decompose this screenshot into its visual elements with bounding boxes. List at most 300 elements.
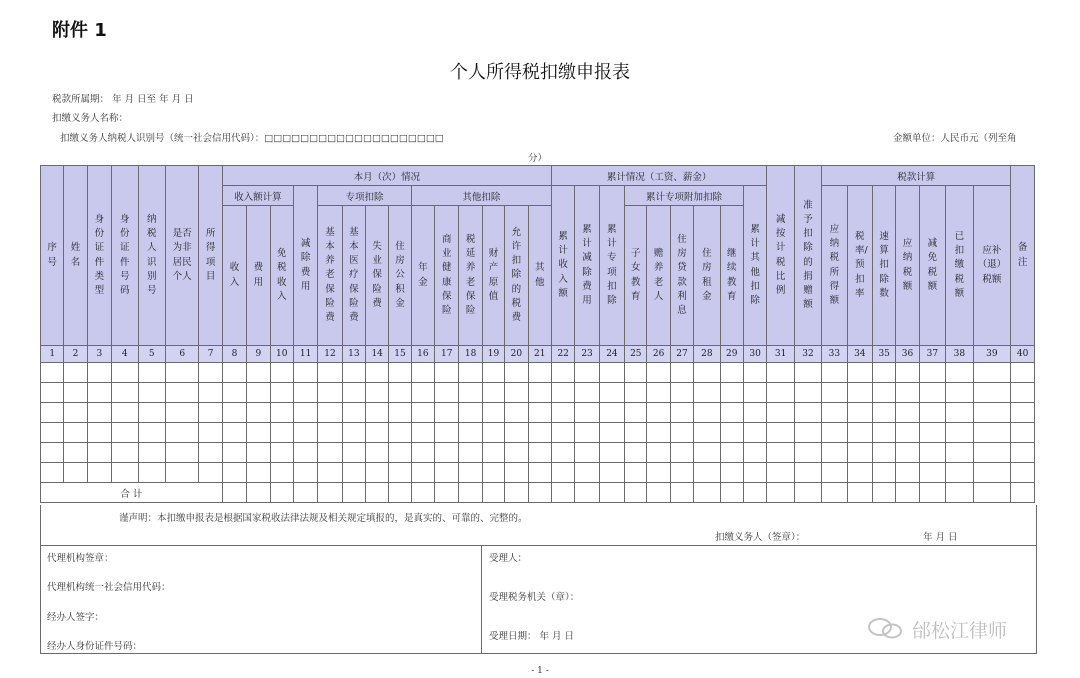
- table-cell[interactable]: [847, 363, 872, 383]
- table-cell[interactable]: [199, 443, 222, 463]
- table-cell[interactable]: [599, 363, 624, 383]
- table-cell[interactable]: [411, 363, 434, 383]
- total-cell[interactable]: [575, 483, 599, 503]
- table-cell[interactable]: [743, 403, 766, 423]
- table-cell[interactable]: [87, 403, 111, 423]
- table-cell[interactable]: [575, 443, 599, 463]
- table-cell[interactable]: [293, 423, 317, 443]
- table-cell[interactable]: [822, 463, 847, 483]
- table-cell[interactable]: [459, 423, 482, 443]
- table-cell[interactable]: [64, 363, 87, 383]
- total-cell[interactable]: [794, 483, 821, 503]
- table-cell[interactable]: [670, 423, 693, 443]
- table-cell[interactable]: [694, 423, 720, 443]
- table-cell[interactable]: [389, 463, 411, 483]
- table-cell[interactable]: [872, 463, 895, 483]
- total-cell[interactable]: [293, 483, 317, 503]
- column-number: 35: [872, 346, 895, 363]
- table-cell[interactable]: [112, 423, 138, 443]
- table-cell[interactable]: [366, 363, 389, 383]
- table-cell[interactable]: [625, 423, 647, 443]
- table-cell[interactable]: [946, 363, 973, 383]
- total-cell[interactable]: [822, 483, 847, 503]
- column-number: 28: [694, 346, 720, 363]
- table-cell[interactable]: [64, 443, 87, 463]
- table-cell[interactable]: [318, 363, 342, 383]
- table-cell[interactable]: [625, 363, 647, 383]
- table-cell[interactable]: [528, 383, 552, 403]
- table-cell[interactable]: [528, 363, 552, 383]
- table-cell[interactable]: [1011, 403, 1035, 423]
- header-cum-income: 累计收入额: [552, 186, 575, 346]
- table-cell[interactable]: [528, 443, 552, 463]
- table-cell[interactable]: [1011, 363, 1035, 383]
- table-cell[interactable]: [435, 363, 459, 383]
- table-cell[interactable]: [435, 423, 459, 443]
- table-cell[interactable]: [946, 423, 973, 443]
- total-cell[interactable]: [270, 483, 293, 503]
- table-cell[interactable]: [1011, 443, 1035, 463]
- table-cell[interactable]: [411, 443, 434, 463]
- table-cell[interactable]: [366, 423, 389, 443]
- table-cell[interactable]: [318, 443, 342, 463]
- header-pension: 基本养老保险费: [318, 206, 342, 346]
- total-cell[interactable]: [973, 483, 1011, 503]
- table-cell[interactable]: [138, 423, 165, 443]
- table-cell[interactable]: [647, 383, 670, 403]
- table-cell[interactable]: [138, 403, 165, 423]
- table-cell[interactable]: [138, 383, 165, 403]
- table-cell[interactable]: [342, 423, 365, 443]
- total-cell[interactable]: [625, 483, 647, 503]
- table-cell[interactable]: [694, 443, 720, 463]
- table-cell[interactable]: [575, 463, 599, 483]
- table-cell[interactable]: [919, 423, 945, 443]
- total-cell[interactable]: [919, 483, 945, 503]
- table-cell[interactable]: [112, 403, 138, 423]
- table-cell[interactable]: [919, 383, 945, 403]
- table-cell[interactable]: [1011, 383, 1035, 403]
- table-cell[interactable]: [505, 423, 528, 443]
- table-cell[interactable]: [767, 463, 794, 483]
- table-cell[interactable]: [919, 403, 945, 423]
- handler-id: 经办人身份证件号码：: [47, 641, 143, 652]
- table-cell[interactable]: [318, 423, 342, 443]
- table-cell[interactable]: [87, 363, 111, 383]
- table-cell[interactable]: [694, 363, 720, 383]
- table-cell[interactable]: [670, 383, 693, 403]
- table-cell[interactable]: [720, 403, 743, 423]
- table-cell[interactable]: [247, 403, 270, 423]
- table-cell[interactable]: [822, 383, 847, 403]
- attachment-label: 附件 1: [52, 20, 107, 41]
- table-cell[interactable]: [41, 403, 64, 423]
- table-cell[interactable]: [41, 463, 64, 483]
- table-cell[interactable]: [459, 383, 482, 403]
- total-cell[interactable]: [552, 483, 575, 503]
- header-tax-refund: 应补（退）税额: [973, 186, 1011, 346]
- table-cell[interactable]: [342, 363, 365, 383]
- table-cell[interactable]: [389, 423, 411, 443]
- total-cell[interactable]: [946, 483, 973, 503]
- column-number: 9: [247, 346, 270, 363]
- table-cell[interactable]: [138, 443, 165, 463]
- table-cell[interactable]: [973, 443, 1011, 463]
- table-cell[interactable]: [552, 363, 575, 383]
- table-cell[interactable]: [389, 383, 411, 403]
- table-cell[interactable]: [973, 403, 1011, 423]
- table-cell[interactable]: [87, 463, 111, 483]
- table-cell[interactable]: [946, 403, 973, 423]
- table-cell[interactable]: [575, 403, 599, 423]
- table-cell[interactable]: [919, 443, 945, 463]
- table-cell[interactable]: [505, 383, 528, 403]
- table-cell[interactable]: [647, 363, 670, 383]
- table-cell[interactable]: [199, 423, 222, 443]
- table-cell[interactable]: [647, 403, 670, 423]
- table-cell[interactable]: [270, 463, 293, 483]
- table-cell[interactable]: [973, 463, 1011, 483]
- table-cell[interactable]: [847, 423, 872, 443]
- table-cell[interactable]: [87, 383, 111, 403]
- table-cell[interactable]: [112, 363, 138, 383]
- table-cell[interactable]: [872, 383, 895, 403]
- table-cell[interactable]: [342, 383, 365, 403]
- table-cell[interactable]: [599, 443, 624, 463]
- table-cell[interactable]: [946, 463, 973, 483]
- table-cell[interactable]: [973, 423, 1011, 443]
- table-cell[interactable]: [946, 443, 973, 463]
- total-cell[interactable]: [366, 483, 389, 503]
- table-cell[interactable]: [270, 423, 293, 443]
- table-cell[interactable]: [482, 383, 504, 403]
- column-number: 8: [222, 346, 246, 363]
- table-cell[interactable]: [435, 383, 459, 403]
- table-cell[interactable]: [946, 383, 973, 403]
- table-cell[interactable]: [293, 383, 317, 403]
- withholder-name: 扣缴义务人名称：: [52, 113, 129, 124]
- table-cell[interactable]: [919, 463, 945, 483]
- table-cell[interactable]: [165, 423, 199, 443]
- table-row: [41, 463, 1035, 483]
- table-cell[interactable]: [694, 463, 720, 483]
- table-cell[interactable]: [822, 423, 847, 443]
- table-cell[interactable]: [505, 363, 528, 383]
- total-cell[interactable]: [435, 483, 459, 503]
- table-cell[interactable]: [552, 443, 575, 463]
- total-cell[interactable]: [767, 483, 794, 503]
- table-cell[interactable]: [720, 383, 743, 403]
- table-cell[interactable]: [293, 443, 317, 463]
- table-cell[interactable]: [896, 463, 919, 483]
- table-cell[interactable]: [247, 463, 270, 483]
- table-cell[interactable]: [599, 403, 624, 423]
- table-cell[interactable]: [528, 403, 552, 423]
- table-cell[interactable]: [87, 443, 111, 463]
- table-cell[interactable]: [318, 463, 342, 483]
- table-cell[interactable]: [575, 423, 599, 443]
- table-cell[interactable]: [720, 423, 743, 443]
- total-cell[interactable]: [505, 483, 528, 503]
- table-cell[interactable]: [459, 363, 482, 383]
- table-cell[interactable]: [318, 383, 342, 403]
- table-cell[interactable]: [896, 403, 919, 423]
- table-cell[interactable]: [575, 363, 599, 383]
- table-cell[interactable]: [743, 363, 766, 383]
- table-cell[interactable]: [767, 383, 794, 403]
- table-cell[interactable]: [505, 443, 528, 463]
- table-cell[interactable]: [599, 463, 624, 483]
- table-cell[interactable]: [767, 363, 794, 383]
- table-cell[interactable]: [743, 383, 766, 403]
- table-cell[interactable]: [794, 443, 821, 463]
- table-cell[interactable]: [389, 443, 411, 463]
- table-cell[interactable]: [552, 463, 575, 483]
- table-cell[interactable]: [896, 363, 919, 383]
- table-cell[interactable]: [222, 403, 246, 423]
- table-cell[interactable]: [222, 383, 246, 403]
- table-cell[interactable]: [670, 403, 693, 423]
- table-cell[interactable]: [847, 463, 872, 483]
- table-cell[interactable]: [528, 463, 552, 483]
- table-cell[interactable]: [293, 363, 317, 383]
- table-cell[interactable]: [482, 423, 504, 443]
- table-cell[interactable]: [720, 463, 743, 483]
- table-cell[interactable]: [822, 363, 847, 383]
- table-cell[interactable]: [822, 403, 847, 423]
- table-cell[interactable]: [872, 423, 895, 443]
- table-cell[interactable]: [794, 423, 821, 443]
- table-cell[interactable]: [670, 363, 693, 383]
- table-cell[interactable]: [552, 423, 575, 443]
- total-cell[interactable]: [743, 483, 766, 503]
- table-cell[interactable]: [647, 463, 670, 483]
- total-cell[interactable]: [318, 483, 342, 503]
- table-cell[interactable]: [767, 443, 794, 463]
- table-cell[interactable]: [599, 383, 624, 403]
- table-cell[interactable]: [872, 443, 895, 463]
- table-cell[interactable]: [625, 383, 647, 403]
- table-cell[interactable]: [743, 463, 766, 483]
- table-cell[interactable]: [1011, 463, 1035, 483]
- table-cell[interactable]: [435, 463, 459, 483]
- table-cell[interactable]: [41, 383, 64, 403]
- total-cell[interactable]: [720, 483, 743, 503]
- total-cell[interactable]: [342, 483, 365, 503]
- table-cell[interactable]: [87, 423, 111, 443]
- table-cell[interactable]: [973, 383, 1011, 403]
- table-cell[interactable]: [694, 383, 720, 403]
- total-cell[interactable]: [694, 483, 720, 503]
- table-cell[interactable]: [366, 463, 389, 483]
- table-cell[interactable]: [720, 363, 743, 383]
- table-cell[interactable]: [459, 443, 482, 463]
- table-cell[interactable]: [822, 443, 847, 463]
- total-cell[interactable]: [847, 483, 872, 503]
- total-cell[interactable]: [528, 483, 552, 503]
- table-row: [41, 423, 1035, 443]
- table-cell[interactable]: [552, 403, 575, 423]
- table-cell[interactable]: [389, 403, 411, 423]
- table-cell[interactable]: [270, 383, 293, 403]
- table-cell[interactable]: [270, 443, 293, 463]
- table-cell[interactable]: [505, 403, 528, 423]
- table-cell[interactable]: [973, 363, 1011, 383]
- table-cell[interactable]: [896, 443, 919, 463]
- total-cell[interactable]: [670, 483, 693, 503]
- column-number: 33: [822, 346, 847, 363]
- table-cell[interactable]: [552, 383, 575, 403]
- table-cell[interactable]: [165, 363, 199, 383]
- header-special-deduction: 专项扣除: [318, 186, 411, 206]
- table-cell[interactable]: [41, 443, 64, 463]
- table-cell[interactable]: [112, 443, 138, 463]
- table-cell[interactable]: [366, 403, 389, 423]
- table-cell[interactable]: [222, 443, 246, 463]
- column-number-row: [41, 346, 1035, 363]
- table-cell[interactable]: [670, 443, 693, 463]
- table-cell[interactable]: [64, 383, 87, 403]
- table-cell[interactable]: [411, 403, 434, 423]
- table-cell[interactable]: [293, 403, 317, 423]
- table-cell[interactable]: [247, 423, 270, 443]
- table-cell[interactable]: [794, 363, 821, 383]
- total-cell[interactable]: [389, 483, 411, 503]
- table-cell[interactable]: [64, 403, 87, 423]
- table-cell[interactable]: [366, 443, 389, 463]
- table-cell[interactable]: [411, 383, 434, 403]
- table-cell[interactable]: [896, 423, 919, 443]
- table-cell[interactable]: [647, 443, 670, 463]
- table-cell[interactable]: [919, 363, 945, 383]
- table-cell[interactable]: [435, 403, 459, 423]
- table-cell[interactable]: [794, 403, 821, 423]
- table-cell[interactable]: [528, 423, 552, 443]
- table-cell[interactable]: [482, 443, 504, 463]
- table-cell[interactable]: [342, 443, 365, 463]
- table-cell[interactable]: [625, 463, 647, 483]
- table-cell[interactable]: [270, 403, 293, 423]
- total-cell[interactable]: [247, 483, 270, 503]
- table-cell[interactable]: [138, 463, 165, 483]
- table-cell[interactable]: [222, 423, 246, 443]
- column-number: 4: [112, 346, 138, 363]
- table-cell[interactable]: [411, 423, 434, 443]
- header-name: 姓名: [64, 166, 87, 346]
- table-cell[interactable]: [794, 383, 821, 403]
- table-cell[interactable]: [411, 463, 434, 483]
- table-cell[interactable]: [647, 423, 670, 443]
- table-cell[interactable]: [459, 463, 482, 483]
- table-cell[interactable]: [342, 403, 365, 423]
- table-cell[interactable]: [199, 383, 222, 403]
- total-cell[interactable]: [647, 483, 670, 503]
- table-cell[interactable]: [625, 443, 647, 463]
- table-cell[interactable]: [896, 383, 919, 403]
- table-cell[interactable]: [767, 423, 794, 443]
- table-cell[interactable]: [670, 463, 693, 483]
- table-cell[interactable]: [165, 443, 199, 463]
- table-cell[interactable]: [694, 403, 720, 423]
- tax-office: 受理税务机关（章）：: [489, 592, 580, 603]
- table-cell[interactable]: [293, 463, 317, 483]
- total-cell[interactable]: [459, 483, 482, 503]
- table-cell[interactable]: [165, 403, 199, 423]
- table-cell[interactable]: [112, 383, 138, 403]
- handler-sign: 经办人签字：: [47, 612, 105, 623]
- table-cell[interactable]: [435, 443, 459, 463]
- header-reduction-ratio: 减按计税比例: [767, 166, 794, 346]
- table-cell[interactable]: [743, 423, 766, 443]
- table-cell[interactable]: [112, 463, 138, 483]
- table-cell[interactable]: [505, 463, 528, 483]
- table-cell[interactable]: [247, 383, 270, 403]
- header-taxpayer-id: 纳税人识别号: [138, 166, 165, 346]
- table-cell[interactable]: [575, 383, 599, 403]
- table-row: [41, 443, 1035, 463]
- table-cell[interactable]: [247, 443, 270, 463]
- table-cell[interactable]: [872, 363, 895, 383]
- table-cell[interactable]: [270, 363, 293, 383]
- total-cell[interactable]: [482, 483, 504, 503]
- table-cell[interactable]: [138, 363, 165, 383]
- table-cell[interactable]: [165, 463, 199, 483]
- table-cell[interactable]: [247, 363, 270, 383]
- table-cell[interactable]: [482, 363, 504, 383]
- table-cell[interactable]: [482, 403, 504, 423]
- column-number: 13: [342, 346, 365, 363]
- total-cell[interactable]: [896, 483, 919, 503]
- total-cell[interactable]: [599, 483, 624, 503]
- table-cell[interactable]: [847, 443, 872, 463]
- table-cell[interactable]: [599, 423, 624, 443]
- table-cell[interactable]: [199, 403, 222, 423]
- table-cell[interactable]: [41, 423, 64, 443]
- table-cell[interactable]: [222, 463, 246, 483]
- table-cell[interactable]: [222, 363, 246, 383]
- header-income: 收入: [222, 206, 246, 346]
- table-cell[interactable]: [318, 403, 342, 423]
- column-number: 3: [87, 346, 111, 363]
- table-cell[interactable]: [199, 463, 222, 483]
- total-cell[interactable]: [872, 483, 895, 503]
- total-label: 合 计: [41, 483, 223, 503]
- total-cell[interactable]: [1011, 483, 1035, 503]
- table-cell[interactable]: [847, 403, 872, 423]
- table-cell[interactable]: [767, 403, 794, 423]
- table-cell[interactable]: [64, 423, 87, 443]
- total-cell[interactable]: [411, 483, 434, 503]
- table-cell[interactable]: [199, 363, 222, 383]
- table-cell[interactable]: [41, 363, 64, 383]
- table-cell[interactable]: [342, 463, 365, 483]
- table-cell[interactable]: [847, 383, 872, 403]
- table-cell[interactable]: [389, 363, 411, 383]
- table-cell[interactable]: [794, 463, 821, 483]
- table-cell[interactable]: [482, 463, 504, 483]
- table-cell[interactable]: [872, 403, 895, 423]
- table-cell[interactable]: [720, 443, 743, 463]
- table-cell[interactable]: [625, 403, 647, 423]
- table-cell[interactable]: [459, 403, 482, 423]
- table-cell[interactable]: [165, 383, 199, 403]
- header-property-value: 财产原值: [482, 206, 504, 346]
- table-cell[interactable]: [64, 463, 87, 483]
- total-cell[interactable]: [222, 483, 246, 503]
- table-cell[interactable]: [1011, 423, 1035, 443]
- table-cell[interactable]: [743, 443, 766, 463]
- table-cell[interactable]: [366, 383, 389, 403]
